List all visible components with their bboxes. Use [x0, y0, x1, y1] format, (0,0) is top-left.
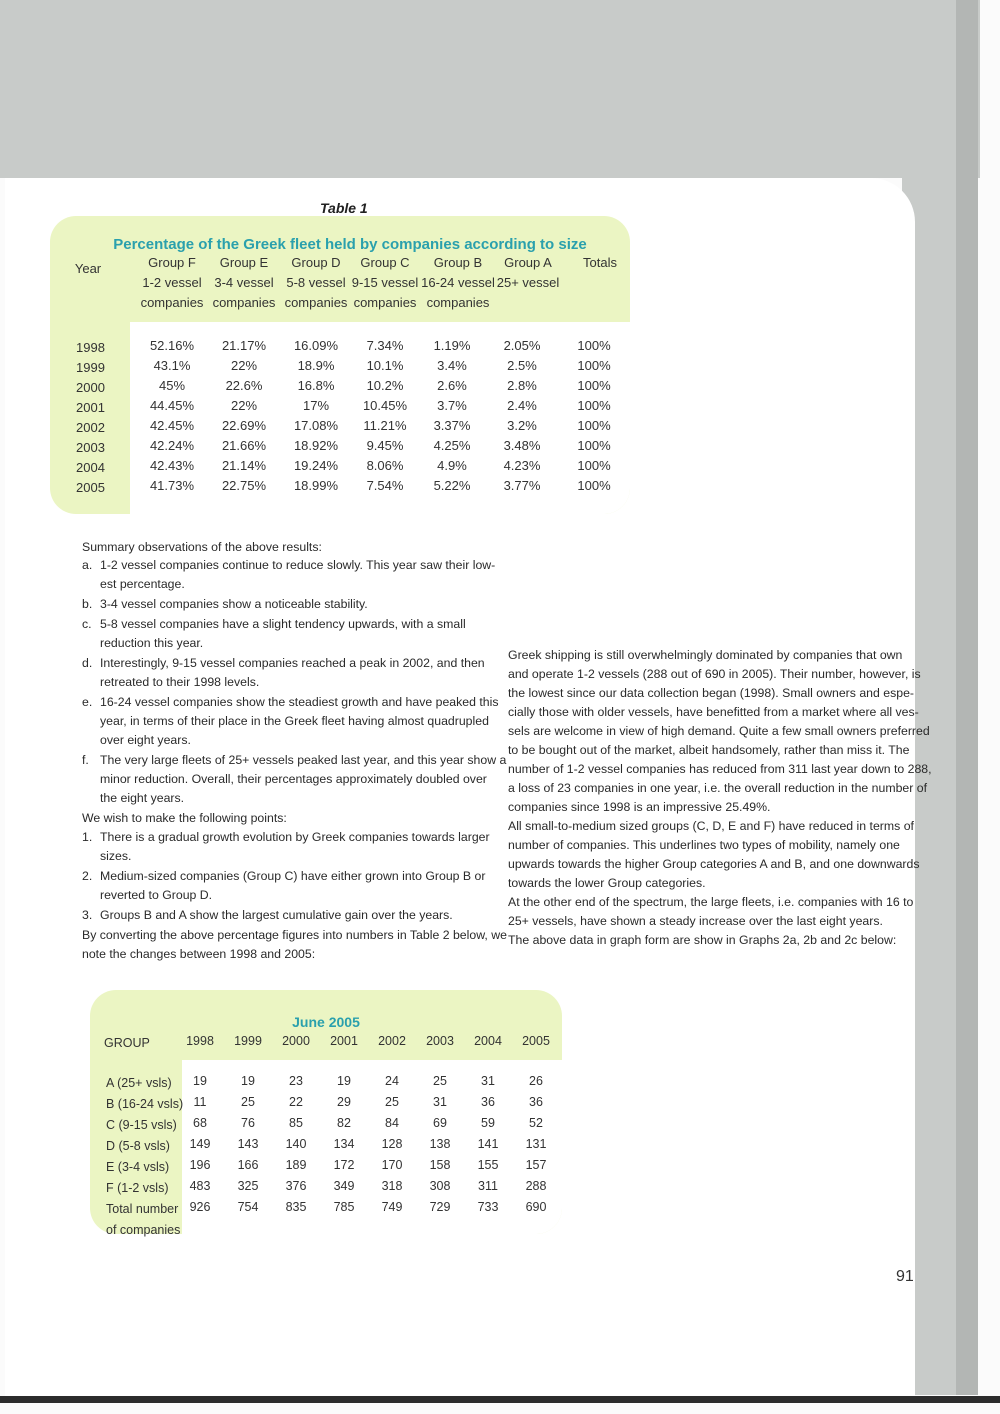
table2-year-header: 1998	[186, 1034, 214, 1048]
table1-value-cell: 1.19%	[433, 338, 471, 353]
table1-value-cell: 4.25%	[433, 438, 471, 453]
bottom-rule	[0, 1396, 1000, 1403]
table2-value-cell: 128	[381, 1137, 403, 1151]
closing-line: By converting the above percentage figures into numbers in Table 2 below, we	[82, 928, 507, 942]
summary-item-marker: b.	[82, 597, 93, 611]
table1-column-header: Group F	[148, 255, 196, 270]
summary-item-line: est percentage.	[100, 577, 185, 591]
table1-column-header: 3-4 vessel	[214, 275, 274, 290]
table1-value-cell: 18.99%	[293, 478, 339, 493]
table1-year-cell: 2003	[76, 440, 105, 455]
table1-value-cell: 41.73%	[149, 478, 195, 493]
right-column-line: cially those with older vessels, have benefitted from a market where all ves-	[508, 705, 919, 719]
table2-value-cell: 141	[477, 1137, 499, 1151]
table1-value-cell: 100%	[577, 438, 611, 453]
table1-column-header: Group A	[504, 255, 552, 270]
right-column-line: All small-to-medium sized groups (C, D, E and F) have reduced in terms of	[508, 819, 914, 833]
table1-column-header: Totals	[583, 255, 617, 270]
table1-value-cell: 7.34%	[366, 338, 404, 353]
right-column-line: number of companies. This underlines two types of mobility, namely one	[508, 838, 900, 852]
table2-year-header: 2005	[522, 1034, 550, 1048]
table1-value-cell: 3.77%	[503, 478, 541, 493]
table1-value-cell: 22.69%	[221, 418, 267, 433]
table2-row-label: D (5-8 vsls)	[106, 1139, 170, 1153]
table1-value-cell: 16.09%	[293, 338, 339, 353]
summary-item-line: reduction this year.	[100, 636, 204, 650]
point-item	[82, 828, 490, 866]
table1-value-cell: 4.9%	[437, 458, 467, 473]
point-marker: 2.	[82, 869, 93, 883]
table1-value-cell: 10.1%	[366, 358, 404, 373]
table2-value-cell: 318	[381, 1179, 403, 1193]
table1-value-cell: 18.9%	[297, 358, 335, 373]
summary-item-marker: c.	[82, 617, 92, 631]
table2-value-cell: 690	[525, 1200, 547, 1214]
table1-value-cell: 19.24%	[293, 458, 339, 473]
table2-year-header: 2000	[282, 1034, 310, 1048]
table1-value-cell: 42.43%	[149, 458, 195, 473]
table1-value-cell: 3.37%	[433, 418, 471, 433]
table2-value-cell: 25	[241, 1095, 255, 1109]
summary-item-marker: e.	[82, 695, 93, 709]
table2-value-cell: 155	[477, 1158, 499, 1172]
right-column-line: upwards towards the higher Group categories A and B, and one downwards	[508, 857, 920, 871]
table1-value-cell: 11.21%	[363, 418, 407, 433]
table2-value-cell: 36	[529, 1095, 543, 1109]
right-column-line: The above data in graph form are show in Graphs 2a, 2b and 2c below:	[508, 933, 897, 947]
table2-value-cell: 19	[241, 1074, 255, 1088]
summary-item-line: the eight years.	[100, 791, 185, 805]
table1-value-cell: 21.14%	[221, 458, 267, 473]
table2-row-label: E (3-4 vsls)	[106, 1160, 170, 1174]
table2-value-cell: 196	[189, 1158, 211, 1172]
table2-value-cell: 288	[525, 1179, 547, 1193]
table1-year-cell: 2002	[76, 420, 105, 435]
table1-column-header: Group D	[291, 255, 341, 270]
table2-value-cell: 22	[289, 1095, 303, 1109]
table1-value-cell: 100%	[577, 458, 611, 473]
table1-value-cell: 22%	[230, 358, 258, 373]
table2-value-cell: 138	[429, 1137, 451, 1151]
table2-value-cell: 31	[433, 1095, 447, 1109]
table1-value-cell: 3.2%	[507, 418, 537, 433]
table1-caption: Table 1	[320, 200, 368, 216]
table2-value-cell: 25	[385, 1095, 399, 1109]
point-marker: 3.	[82, 908, 93, 922]
table1-value-cell: 42.45%	[149, 418, 195, 433]
table2-value-cell: 170	[381, 1158, 403, 1172]
table1-value-cell: 8.06%	[366, 458, 404, 473]
gray-right-shadow	[956, 0, 978, 1395]
right-column-line: and operate 1-2 vessels (288 out of 690 in 2005). Their number, however, is	[508, 667, 921, 681]
table1-value-cell: 43.1%	[153, 358, 191, 373]
table2-row-label: of companies	[106, 1223, 181, 1237]
table2-value-cell: 733	[477, 1200, 499, 1214]
summary-item-marker: f.	[82, 753, 89, 767]
table1-value-cell: 52.16%	[149, 338, 195, 353]
table1-value-cell: 3.4%	[437, 358, 467, 373]
table2-year-header: 1999	[234, 1034, 262, 1048]
point-line: sizes.	[100, 849, 132, 863]
table2-value-cell: 785	[333, 1200, 355, 1214]
table1-value-cell: 22%	[230, 398, 258, 413]
table1-value-cell: 100%	[577, 338, 611, 353]
table2-year-header: 2001	[330, 1034, 358, 1048]
table2-value-cell: 24	[385, 1074, 399, 1088]
table1-value-cell: 100%	[577, 478, 611, 493]
table2-value-cell: 26	[529, 1074, 543, 1088]
right-column-line: a loss of 23 companies in one year, i.e. the overall reduction in the number of	[508, 781, 928, 795]
right-column-line: Greek shipping is still overwhelmingly dominated by companies that own	[508, 648, 903, 662]
table2-value-cell: 23	[289, 1074, 303, 1088]
table2-year-header: 2004	[474, 1034, 502, 1048]
table2-value-cell: 82	[337, 1116, 351, 1130]
summary-item-line: minor reduction. Overall, their percentages approximately doubled over	[100, 772, 487, 786]
table2-year-header: 2002	[378, 1034, 406, 1048]
table1-year-header: Year	[74, 261, 102, 276]
point-line: reverted to Group D.	[100, 888, 213, 902]
summary-item-line: 3-4 vessel companies show a noticeable stability.	[100, 597, 368, 611]
table2-row-label: B (16-24 vsls)	[106, 1097, 184, 1111]
table2-value-cell: 325	[237, 1179, 259, 1193]
right-column-line: companies since 1998 is an impressive 25.49%.	[508, 800, 771, 814]
table2-value-cell: 308	[429, 1179, 451, 1193]
table1-value-cell: 100%	[577, 358, 611, 373]
table1-year-cell: 2001	[76, 400, 105, 415]
table2-value-cell: 52	[529, 1116, 543, 1130]
table2-value-cell: 754	[237, 1200, 259, 1214]
table1-value-cell: 2.05%	[503, 338, 541, 353]
table1-value-cell: 17%	[302, 398, 330, 413]
table1-column-header: 1-2 vessel	[142, 275, 202, 290]
summary-item-marker: a.	[82, 558, 93, 572]
summary-item	[82, 693, 499, 750]
summary-item-line: Interestingly, 9-15 vessel companies reached a peak in 2002, and then	[100, 656, 485, 670]
table1-column-header: 16-24 vessel	[421, 275, 495, 290]
summary-item	[82, 595, 482, 614]
summary-item-line: 1-2 vessel companies continue to reduce slowly. This year saw their low-	[100, 558, 496, 572]
table1-value-cell: 4.23%	[503, 458, 541, 473]
table2-value-cell: 149	[189, 1137, 211, 1151]
point-line: Groups B and A show the largest cumulative gain over the years.	[100, 908, 453, 922]
summary-item-line: 16-24 vessel companies show the steadiest growth and have peaked this	[100, 695, 499, 709]
table2-year-header: 2003	[426, 1034, 454, 1048]
table1-column-header: companies	[284, 295, 348, 310]
table1-value-cell: 9.45%	[366, 438, 404, 453]
table1-value-cell: 16.8%	[297, 378, 335, 393]
table1-column-header: companies	[212, 295, 276, 310]
table2-value-cell: 19	[337, 1074, 351, 1088]
summary-item-line: year, in terms of their place in the Greek fleet having almost quadrupled	[100, 714, 489, 728]
table2-row-label: A (25+ vsls)	[106, 1076, 172, 1090]
table2-value-cell: 69	[433, 1116, 447, 1130]
point-marker: 1.	[82, 830, 93, 844]
table1-title: Percentage of the Greek fleet held by companies according to size	[113, 236, 587, 253]
table1-value-cell: 22.6%	[225, 378, 263, 393]
table1-value-cell: 2.8%	[507, 378, 537, 393]
table1-value-cell: 45%	[158, 378, 186, 393]
table1-column-header: Group E	[219, 255, 269, 270]
table2-value-cell: 131	[525, 1137, 547, 1151]
page-number: 91	[896, 1268, 914, 1285]
table1-year-cell: 1998	[76, 340, 105, 355]
point-line: There is a gradual growth evolution by Greek companies towards larger	[100, 830, 490, 844]
right-column-line: sels are welcome in view of high demand. Quite a few small owners preferred	[508, 724, 930, 738]
table1-column-header: Group B	[433, 255, 483, 270]
table1-column-header: companies	[140, 295, 204, 310]
table2-value-cell: 31	[481, 1074, 495, 1088]
table2-row-label: Total number	[106, 1202, 179, 1216]
table2-value-cell: 84	[385, 1116, 399, 1130]
table2-value-cell: 134	[333, 1137, 355, 1151]
point-item	[82, 867, 486, 905]
right-column-line: the lowest since our data collection began (1998). Small owners and espe-	[508, 686, 915, 700]
table2-value-cell: 11	[193, 1095, 207, 1109]
table1-value-cell: 44.45%	[149, 398, 195, 413]
summary-item-line: The very large fleets of 25+ vessels peaked last year, and this year show a	[100, 753, 507, 767]
table2-value-cell: 835	[285, 1200, 307, 1214]
table1-column-header: 9-15 vessel	[351, 275, 419, 290]
closing-line: note the changes between 1998 and 2005:	[82, 947, 316, 961]
points-intro: We wish to make the following points:	[82, 811, 287, 825]
summary-item-marker: d.	[82, 656, 93, 670]
right-column-line: 25+ vessels, have shown a steady increase over the last eight years.	[508, 914, 883, 928]
table1-year-cell: 2004	[76, 460, 105, 475]
table2-value-cell: 189	[285, 1158, 307, 1172]
table2-value-cell: 140	[285, 1137, 307, 1151]
table1-value-cell: 2.5%	[507, 358, 537, 373]
table1-value-cell: 22.75%	[221, 478, 267, 493]
summary-intro: Summary observations of the above results:	[82, 540, 322, 554]
right-column-line: number of 1-2 vessel companies has reduced from 311 last year down to 288,	[508, 762, 932, 776]
summary-item-line: 5-8 vessel companies have a slight tendency upwards, with a small	[100, 617, 466, 631]
table1-value-cell: 5.22%	[433, 478, 471, 493]
table2-value-cell: 76	[241, 1116, 255, 1130]
table1-value-cell: 100%	[577, 378, 611, 393]
table2-value-cell: 36	[481, 1095, 495, 1109]
table1-year-cell: 2000	[76, 380, 105, 395]
table2	[90, 990, 562, 1234]
table1-value-cell: 10.45%	[362, 398, 408, 413]
table2-value-cell: 483	[189, 1179, 211, 1193]
table2-value-cell: 311	[478, 1179, 498, 1193]
right-column-line: At the other end of the spectrum, the large fleets, i.e. companies with 16 to	[508, 895, 914, 909]
table2-value-cell: 143	[237, 1137, 259, 1151]
table1-value-cell: 100%	[577, 418, 611, 433]
table1-column-header: 5-8 vessel	[286, 275, 346, 290]
gray-header-band	[0, 0, 980, 178]
summary-item	[82, 556, 496, 594]
table2-value-cell: 25	[433, 1074, 447, 1088]
table1-value-cell: 10.2%	[366, 378, 404, 393]
right-column-line: towards the lower Group categories.	[508, 876, 706, 890]
table1-value-cell: 100%	[577, 398, 611, 413]
table2-value-cell: 59	[481, 1116, 495, 1130]
table2-value-cell: 85	[289, 1116, 303, 1130]
table2-value-cell: 68	[193, 1116, 207, 1130]
table1-value-cell: 2.6%	[437, 378, 467, 393]
table1-column-header: 25+ vessel	[496, 275, 560, 290]
table1-value-cell: 21.17%	[221, 338, 267, 353]
table2-value-cell: 19	[193, 1074, 207, 1088]
point-line: Medium-sized companies (Group C) have either grown into Group B or	[100, 869, 486, 883]
table2-value-cell: 749	[381, 1200, 403, 1214]
table2-value-cell: 158	[429, 1158, 451, 1172]
table2-value-cell: 166	[237, 1158, 259, 1172]
table1-year-cell: 1999	[76, 360, 105, 375]
table2-value-cell: 157	[525, 1158, 547, 1172]
table1-column-header: Group C	[360, 255, 410, 270]
table1-value-cell: 7.54%	[366, 478, 404, 493]
table2-value-cell: 349	[333, 1179, 355, 1193]
table2-row-label: C (9-15 vsls)	[106, 1118, 177, 1132]
summary-item-line: retreated to their 1998 levels.	[100, 675, 260, 689]
table2-value-cell: 926	[189, 1200, 211, 1214]
table2-value-cell: 729	[429, 1200, 451, 1214]
table1-value-cell: 17.08%	[293, 418, 339, 433]
table1-value-cell: 21.66%	[221, 438, 267, 453]
table1-column-header: companies	[426, 295, 490, 310]
table2-value-cell: 172	[333, 1158, 355, 1172]
table2-group-header: GROUP	[104, 1036, 150, 1050]
table1-value-cell: 18.92%	[293, 438, 339, 453]
table1-year-cell: 2005	[76, 480, 105, 495]
table2-value-cell: 376	[285, 1179, 307, 1193]
summary-item	[82, 654, 485, 692]
summary-item	[82, 751, 507, 808]
table1-value-cell: 3.48%	[503, 438, 541, 453]
table2-subtitle: June 2005	[292, 1014, 360, 1030]
table2-value-cell: 29	[337, 1095, 351, 1109]
right-column-line: to be bought out of the market, albeit handsomely, rather than miss it. The	[508, 743, 910, 757]
table1-column-header: companies	[353, 295, 417, 310]
point-item	[82, 906, 482, 925]
table2-row-label: F (1-2 vsls)	[106, 1181, 169, 1195]
summary-item-line: over eight years.	[100, 733, 191, 747]
table1-value-cell: 2.4%	[507, 398, 537, 413]
table1-value-cell: 3.7%	[437, 398, 467, 413]
summary-item	[82, 615, 482, 653]
table1-value-cell: 42.24%	[149, 438, 195, 453]
